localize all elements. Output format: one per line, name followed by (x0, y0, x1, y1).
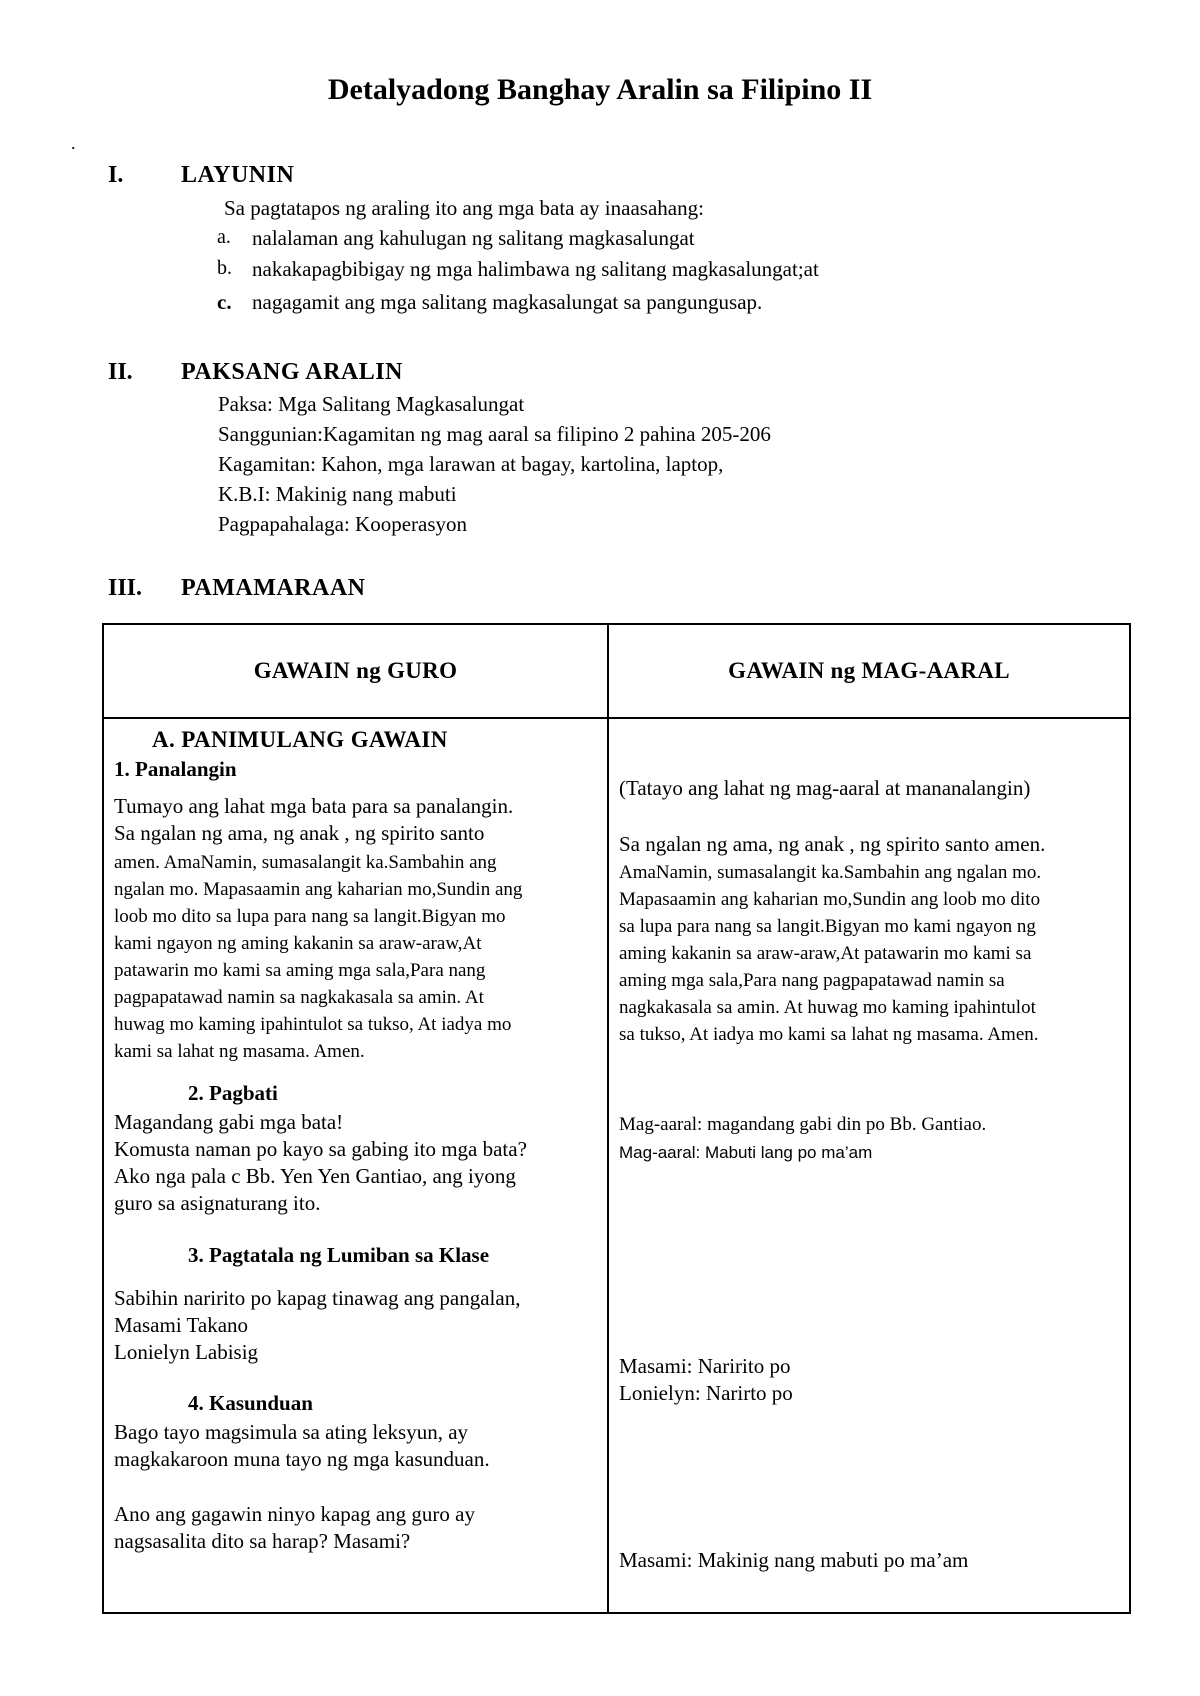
prayer-line: loob mo dito sa lupa para nang sa langit.Bigyan mo (114, 906, 506, 927)
prayer-line: patawarin mo kami sa aming mga sala,Para nang (114, 960, 486, 981)
subject-line: Sanggunian:Kagamitan ng mag aaral sa filipino 2 pahina 205-206 (218, 422, 771, 446)
section-number: II. (108, 359, 133, 385)
objective-letter: c. (217, 290, 232, 314)
teacher-line: Tumayo ang lahat mga bata para sa panalangin. (114, 794, 514, 818)
student-prayer-line: Mapasaamin ang kaharian mo,Sundin ang loob mo dito (619, 889, 1041, 910)
teacher-line: Bago tayo magsimula sa ating leksyun, ay (114, 1420, 469, 1444)
page-title: Detalyadong Banghay Aralin sa Filipino II (327, 73, 873, 106)
student-response: Masami: Naririto po (619, 1354, 791, 1378)
student-prayer-line: sa tukso, At iadya mo kami sa lahat ng masama. Amen. (619, 1024, 1039, 1045)
subject-line: K.B.I: Makinig nang mabuti (218, 482, 457, 506)
student-prayer-line: nagkakasala sa amin. At huwag mo kaming ipahintulot (619, 997, 1036, 1018)
teacher-line: magkakaroon muna tayo ng mga kasunduan. (114, 1447, 490, 1471)
student-response: Lonielyn: Narirto po (619, 1381, 793, 1405)
step-title: 1. Panalangin (114, 757, 237, 781)
section-title: LAYUNIN (181, 162, 295, 188)
subject-line: Paksa: Mga Salitang Magkasalungat (218, 392, 525, 416)
objective-letter: a. (217, 226, 231, 248)
table-header-row (103, 624, 1130, 718)
student-prayer-line: AmaNamin, sumasalangit ka.Sambahin ang ngalan mo. (619, 862, 1042, 883)
prayer-line: ngalan mo. Mapasaamin ang kaharian mo,Sundin ang (114, 879, 523, 900)
objective-item: nakakapagbibigay ng mga halimbawa ng salitang magkasalungat;at (252, 257, 819, 281)
section-number: III. (108, 575, 143, 601)
student-prayer-line: sa lupa para nang sa langit.Bigyan mo kami ngayon ng (619, 916, 1036, 937)
student-activity-cell (608, 718, 1130, 1613)
student-response: Masami: Makinig nang mabuti po ma’am (619, 1548, 969, 1572)
student-line: Sa ngalan ng ama, ng anak , ng spirito santo amen. (619, 832, 1046, 856)
teacher-line: Ako nga pala c Bb. Yen Yen Gantiao, ang iyong (114, 1164, 516, 1188)
teacher-line: Sabihin naririto po kapag tinawag ang pangalan, (114, 1286, 521, 1310)
teacher-line: nagsasalita dito sa harap? Masami? (114, 1529, 411, 1553)
prayer-line: kami sa lahat ng masama. Amen. (114, 1041, 365, 1062)
student-response: Mag-aaral: magandang gabi din po Bb. Gantiao. (619, 1114, 987, 1135)
teacher-line: Masami Takano (114, 1313, 249, 1337)
step-title: 3. Pagtatala ng Lumiban sa Klase (188, 1243, 490, 1267)
section-title: PAMAMARAAN (181, 575, 366, 601)
teacher-line: Lonielyn Labisig (114, 1340, 259, 1364)
step-title: 2. Pagbati (188, 1081, 278, 1105)
step-title: 4. Kasunduan (188, 1391, 313, 1415)
teacher-line: Ano ang gagawin ninyo kapag ang guro ay (114, 1502, 475, 1526)
activity-section-heading: A. PANIMULANG GAWAIN (152, 727, 448, 752)
prayer-line: kami ngayon ng aming kakanin sa araw-araw,At (114, 933, 482, 954)
subject-line: Pagpapahalaga: Kooperasyon (218, 512, 467, 536)
prayer-line: amen. AmaNamin, sumasalangit ka.Sambahin ang (114, 852, 497, 873)
column-header-guro: GAWAIN ng GURO (103, 624, 608, 718)
student-response: Mag-aaral: Mabuti lang po ma’am (619, 1143, 873, 1162)
procedure-table (102, 623, 1131, 1614)
column-header-magaaral: GAWAIN ng MAG-AARAL (608, 624, 1130, 718)
subject-line: Kagamitan: Kahon, mga larawan at bagay, kartolina, laptop, (218, 452, 724, 476)
table-row (103, 718, 1130, 1613)
teacher-line: Sa ngalan ng ama, ng anak , ng spirito santo (114, 821, 485, 845)
section-title: PAKSANG ARALIN (181, 359, 403, 385)
student-prayer-line: aming kakanin sa araw-araw,At patawarin mo kami sa (619, 943, 1032, 964)
student-prayer-line: aming mga sala,Para nang pagpapatawad namin sa (619, 970, 1005, 991)
stray-mark: . (71, 133, 76, 153)
teacher-line: guro sa asignaturang ito. (114, 1191, 321, 1215)
teacher-line: Komusta naman po kayo sa gabing ito mga bata? (114, 1137, 527, 1161)
prayer-line: pagpapatawad namin sa nagkakasala sa amin. At (114, 987, 484, 1008)
student-line: (Tatayo ang lahat ng mag-aaral at mananalangin) (619, 776, 1031, 800)
prayer-line: huwag mo kaming ipahintulot sa tukso, At iadya mo (114, 1014, 512, 1035)
objective-letter: b. (217, 257, 232, 279)
objective-item: nagagamit ang mga salitang magkasalungat sa pangungusap. (252, 290, 763, 314)
objective-item: nalalaman ang kahulugan ng salitang magkasalungat (252, 226, 695, 250)
teacher-activity-cell (103, 718, 608, 1613)
teacher-line: Magandang gabi mga bata! (114, 1110, 344, 1134)
section-number: I. (108, 162, 124, 188)
objectives-intro: Sa pagtatapos ng araling ito ang mga bata ay inaasahang: (224, 196, 704, 220)
